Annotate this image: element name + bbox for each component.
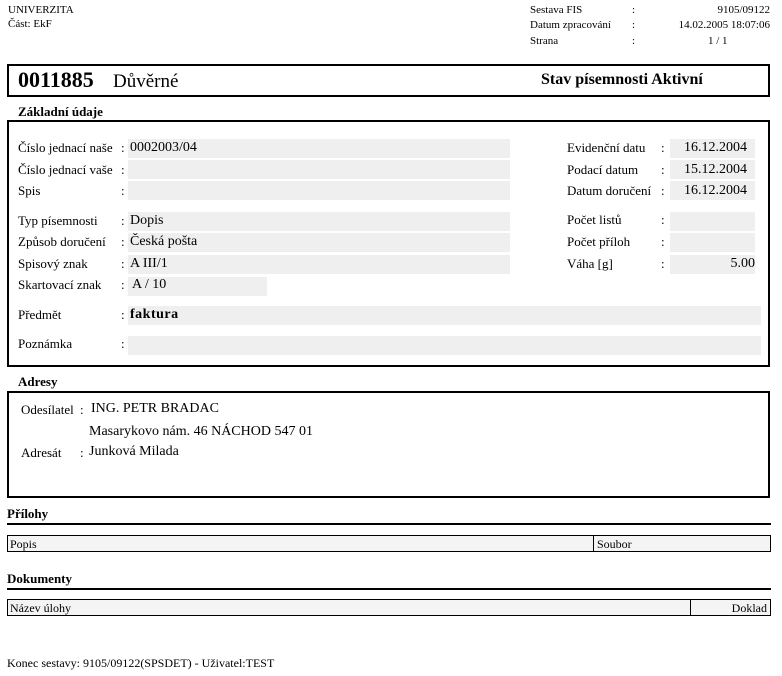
vaha-label: Váha [g] (567, 256, 613, 271)
report-value: 9105/09122 (717, 4, 770, 16)
column-divider (593, 535, 594, 552)
sender-name: ING. PETR BRADAC (91, 401, 219, 416)
colon: : (121, 162, 125, 177)
pocet-priloh-label: Počet příloh (567, 234, 631, 249)
colon: : (632, 4, 636, 16)
attachments-col-description: Popis (10, 537, 37, 551)
divider (7, 588, 771, 590)
vaha-value: 5.00 (730, 256, 755, 271)
colon: : (121, 277, 125, 292)
processed-label: Datum zpracování (530, 19, 611, 31)
cislo-vase-label: Číslo jednací vaše (18, 162, 113, 177)
skart-label: Skartovací znak (18, 277, 102, 292)
recipient-label: Adresát (21, 445, 62, 460)
typ-value: Dopis (130, 213, 164, 228)
podaci-datum-value: 15.12.2004 (684, 162, 747, 177)
section-title-basic: Základní údaje (18, 104, 103, 119)
colon: : (661, 256, 665, 271)
sender-label: Odesílatel (21, 402, 74, 417)
page-label: Strana (530, 35, 559, 47)
znak-value: A III/1 (130, 256, 168, 271)
zpusob-label: Způsob doručení (18, 234, 106, 249)
colon: : (121, 336, 125, 351)
document-status: Stav písemnosti Aktivní (541, 71, 703, 88)
predmet-value: faktura (130, 307, 179, 322)
sender-address: Masarykovo nám. 46 NÁCHOD 547 01 (89, 424, 313, 439)
page-value: 1 / 1 (708, 35, 728, 47)
pocet-listu-label: Počet listů (567, 212, 622, 227)
attachments-col-file: Soubor (597, 537, 632, 551)
section-title-addresses: Adresy (18, 374, 58, 389)
colon: : (661, 183, 665, 198)
colon: : (80, 445, 84, 460)
colon: : (121, 234, 125, 249)
skart-value: A / 10 (132, 277, 167, 292)
divider (7, 523, 771, 525)
colon: : (661, 140, 665, 155)
cislo-nase-value: 0002003/04 (130, 140, 197, 155)
colon: : (121, 213, 125, 228)
attachments-table-header (7, 535, 771, 552)
colon: : (661, 212, 665, 227)
processed-value: 14.02.2005 18:07:06 (678, 19, 770, 31)
section-title-documents: Dokumenty (7, 571, 73, 586)
colon: : (632, 19, 636, 31)
evidencni-datum-label: Evidenční datu (567, 140, 646, 155)
colon: : (80, 402, 84, 417)
documents-col-done: Doklad (731, 601, 767, 615)
datum-doruceni-label: Datum doručení (567, 183, 652, 198)
podaci-datum-label: Podací datum (567, 162, 639, 177)
section-title-attachments: Přílohy (7, 506, 49, 521)
recipient-name: Junková Milada (89, 444, 179, 459)
report-footer: Konec sestavy: 9105/09122(SPSDET) - Uživatel:TEST (7, 656, 275, 670)
znak-label: Spisový znak (18, 256, 88, 271)
poznamka-label: Poznámka (18, 336, 73, 351)
datum-doruceni-value: 16.12.2004 (684, 183, 747, 198)
confidentiality: Důvěrné (113, 71, 179, 92)
spis-label: Spis (18, 183, 41, 198)
colon: : (661, 234, 665, 249)
typ-label: Typ písemnosti (18, 213, 98, 228)
predmet-label: Předmět (18, 307, 62, 322)
evidencni-datum-value: 16.12.2004 (684, 140, 747, 155)
documents-col-task: Název úlohy (10, 601, 71, 615)
colon: : (661, 162, 665, 177)
colon: : (121, 307, 125, 322)
colon: : (632, 35, 636, 47)
report-label: Sestava FIS (530, 4, 583, 16)
colon: : (121, 256, 125, 271)
organization-name: UNIVERZITA (8, 4, 74, 16)
document-number: 0011885 (18, 67, 94, 92)
zpusob-value: Česká pošta (130, 234, 198, 249)
column-divider (690, 599, 691, 616)
documents-table-header (7, 599, 771, 616)
organization-part: Část: EkF (8, 18, 52, 30)
cislo-nase-label: Číslo jednací naše (18, 140, 113, 155)
colon: : (121, 140, 125, 155)
colon: : (121, 183, 125, 198)
